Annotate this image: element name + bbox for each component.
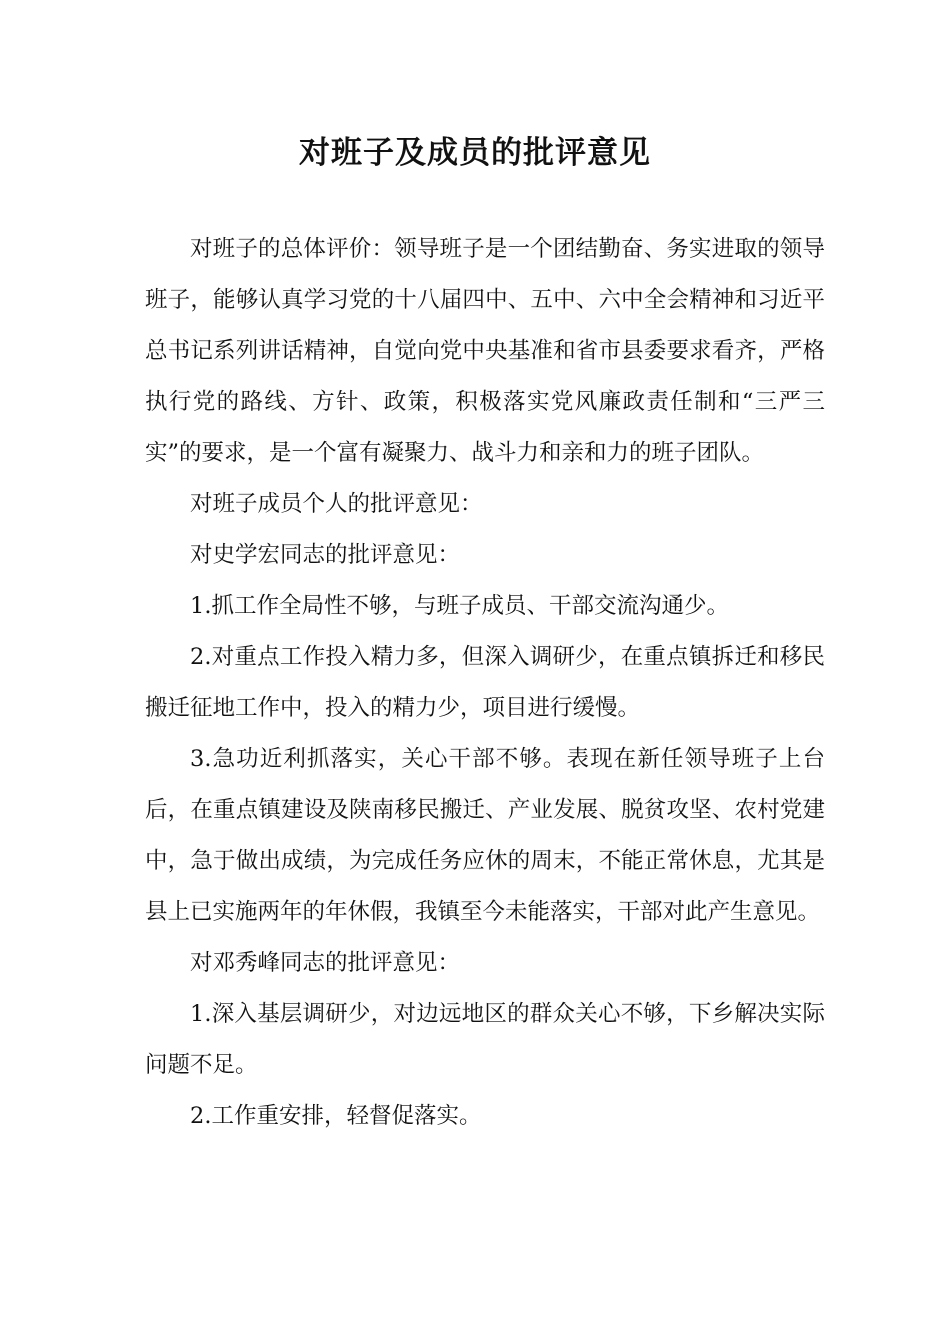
paragraph-deng-item-2: 2.工作重安排，轻督促落实。	[190, 1103, 482, 1129]
paragraph-shi-item-1: 1.抓工作全局性不够，与班子成员、干部交流沟通少。	[190, 593, 729, 619]
paragraph-overall-evaluation: 对班子的总体评价：领导班子是一个团结勤奋、务实进取的领导班子，能够认真学习党的十八届四中、五中、六中全会精神和习近平总书记系列讲话精神，自觉向党中央基准和省市县委要求看齐，严格执行党的路线、方针、政策，积极落实党风廉政责任制和“三严三实”的要求，是一个富有凝聚力、战斗力和亲和力的班子团队。	[145, 236, 825, 466]
paragraph-shi-item-3: 3.急功近利抓落实，关心干部不够。表现在新任领导班子上台后，在重点镇建设及陕南移民搬迁、产业发展、脱贫攻坚、农村党建中，急于做出成绩，为完成任务应休的周末，不能正常休息，尤其是县上已实施两年的年休假，我镇至今未能落实，干部对此产生意见。	[145, 746, 825, 925]
paragraph-members-heading: 对班子成员个人的批评意见：	[190, 491, 483, 517]
paragraph-deng-item-1: 1.深入基层调研少，对边远地区的群众关心不够，下乡解决实际问题不足。	[145, 1001, 825, 1078]
paragraph-shi-heading: 对史学宏同志的批评意见：	[190, 542, 461, 568]
paragraph-deng-heading: 对邓秀峰同志的批评意见：	[190, 950, 461, 976]
paragraph-shi-item-2: 2.对重点工作投入精力多，但深入调研少，在重点镇拆迁和移民搬迁征地工作中，投入的精力少，项目进行缓慢。	[145, 644, 825, 721]
document-body	[145, 224, 825, 1142]
document-title: 对班子及成员的批评意见	[299, 135, 651, 171]
